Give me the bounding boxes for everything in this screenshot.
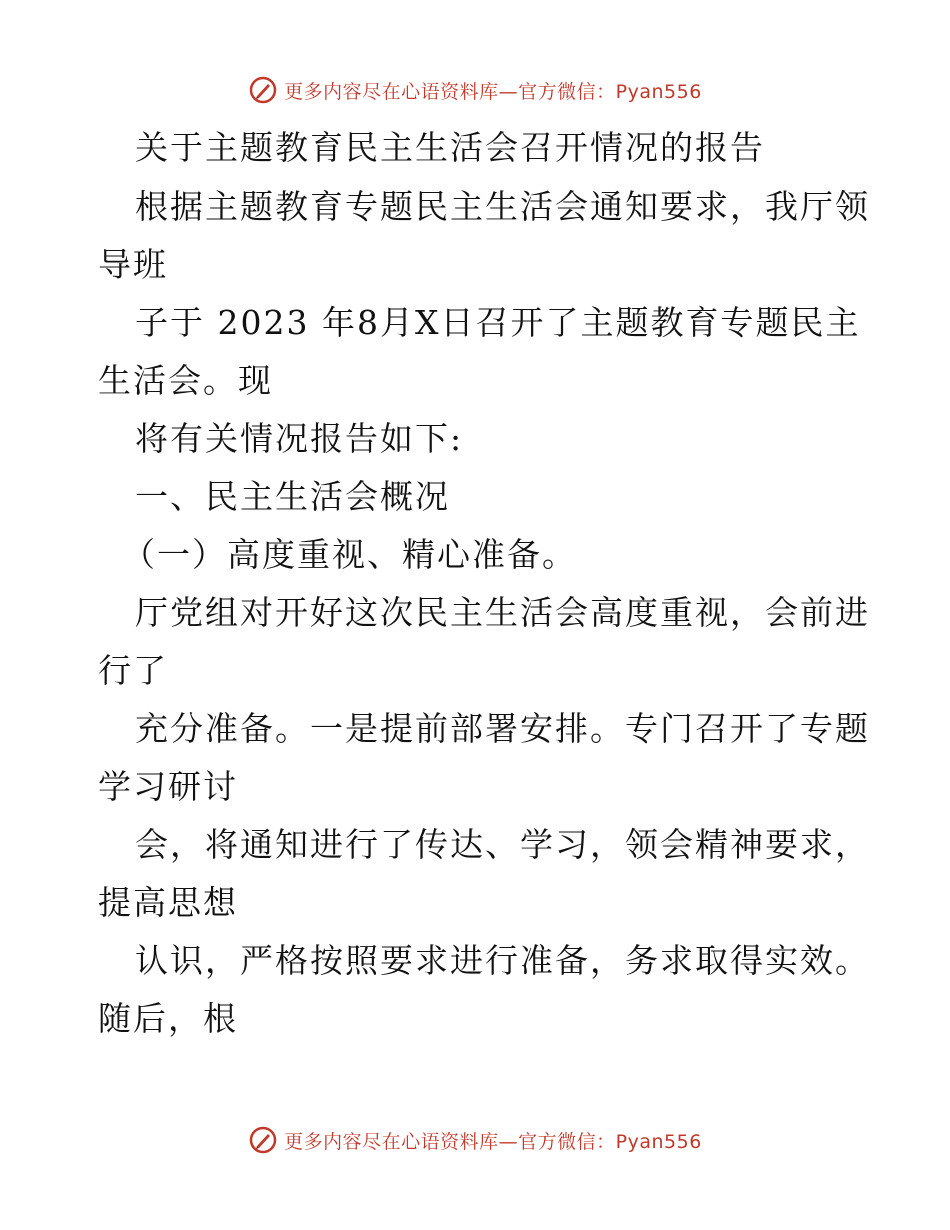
- section-heading: 一、民主生活会概况: [135, 477, 450, 516]
- subsection-heading: （一）高度重视、精心准备。: [122, 535, 577, 574]
- paragraph-line: 子于 2023 年8月X日召开了主题教育专题民主: [135, 303, 861, 342]
- paragraph-line: 学习研讨: [98, 767, 238, 806]
- paragraph-line: 提高思想: [98, 883, 238, 922]
- document-title: 关于主题教育民主生活会召开情况的报告: [135, 128, 765, 167]
- paragraph-line: 厅党组对开好这次民主生活会高度重视，会前进: [135, 593, 870, 632]
- paragraph-line: 将有关情况报告如下:: [135, 419, 464, 458]
- footer-banner-text: 更多内容尽在心语资料库—官方微信：Pyan556: [284, 1130, 702, 1153]
- paragraph-line: 充分准备。一是提前部署安排。专门召开了专题: [135, 709, 870, 748]
- header-banner-text: 更多内容尽在心语资料库—官方微信：Pyan556: [284, 80, 702, 103]
- paragraph-line: 认识，严格按照要求进行准备，务求取得实效。: [135, 941, 870, 980]
- paragraph-line: 会，将通知进行了传达、学习，领会精神要求，: [135, 825, 870, 864]
- paragraph-line: 生活会。现: [98, 361, 273, 400]
- pen-circle-logo-icon: [248, 75, 278, 105]
- paragraph-line: 导班: [98, 245, 168, 284]
- pen-circle-logo-icon: [248, 1125, 278, 1155]
- header-banner: [0, 70, 950, 110]
- paragraph-line: 根据主题教育专题民主生活会通知要求，我厅领: [135, 187, 870, 226]
- paragraph-line: 随后，根: [98, 999, 238, 1038]
- paragraph-line: 行了: [98, 651, 168, 690]
- footer-banner: [0, 1120, 950, 1160]
